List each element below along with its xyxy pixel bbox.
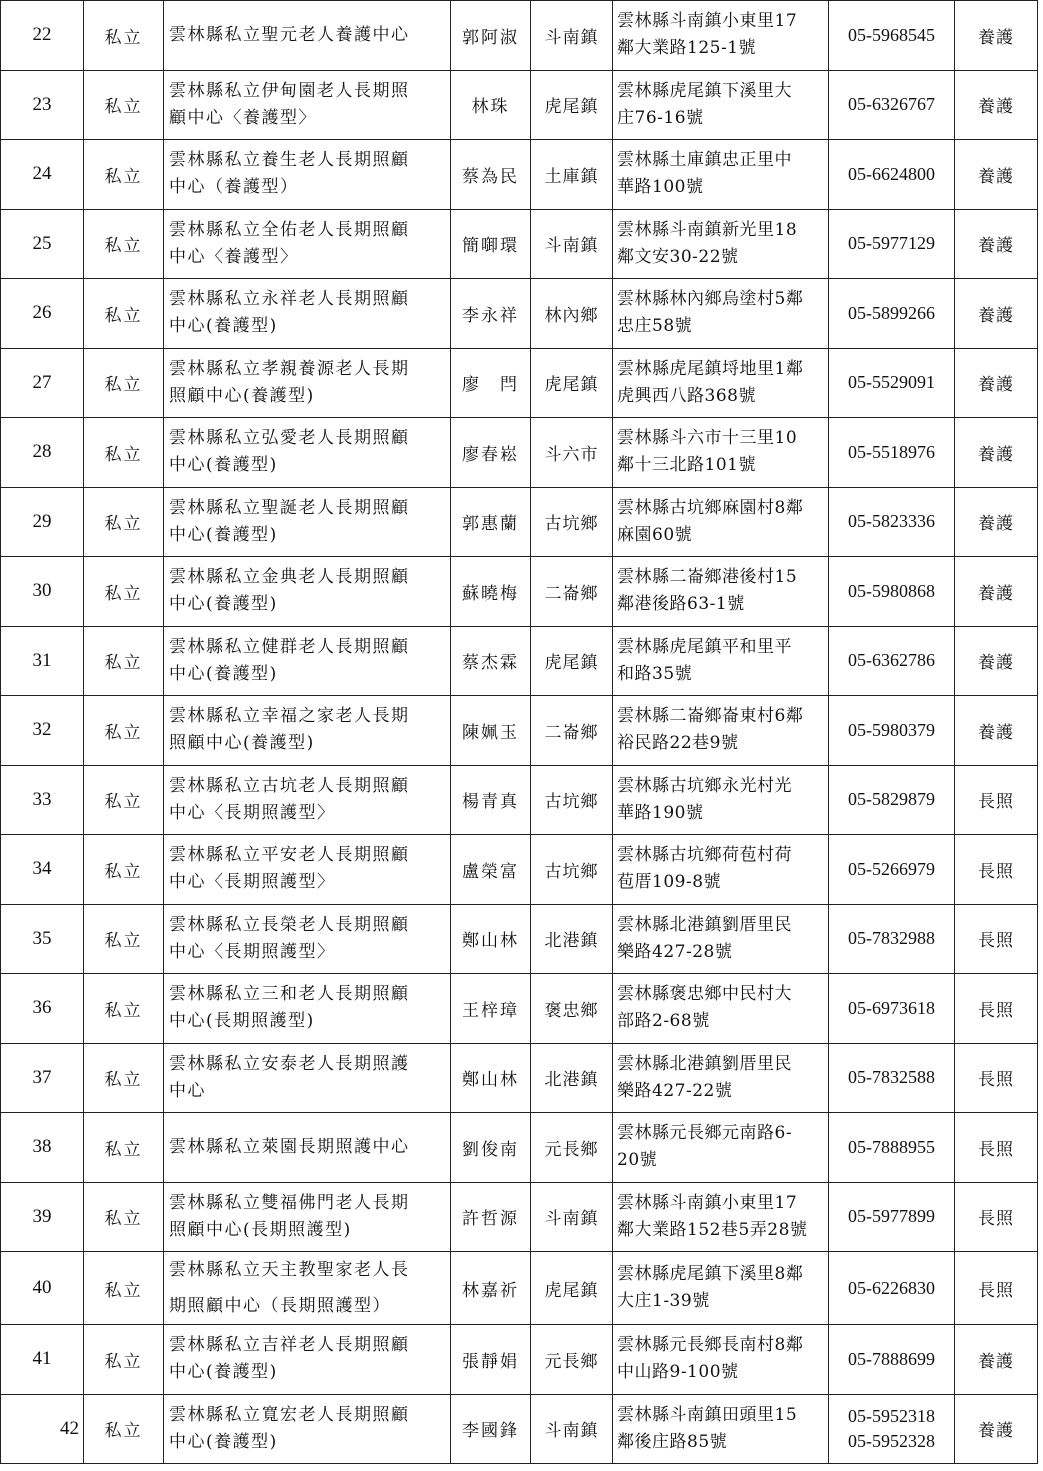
row-number: 36 bbox=[1, 974, 84, 1044]
phone-number-line: 05-5829879 bbox=[848, 789, 935, 810]
row-number: 40 bbox=[1, 1252, 84, 1325]
address-line: 雲林縣古坑鄉永光村光 bbox=[617, 775, 792, 796]
person-in-charge: 李國鋒 bbox=[451, 1394, 531, 1464]
person-in-charge: 鄭山林 bbox=[451, 904, 531, 974]
ownership-type: 私立 bbox=[84, 1182, 164, 1252]
ownership-type: 私立 bbox=[84, 1043, 164, 1113]
row-number: 29 bbox=[1, 487, 84, 557]
address-line: 雲林縣二崙鄉崙東村6鄰 bbox=[617, 706, 804, 727]
facility-name-line: 雲林縣私立伊甸園老人長期照 bbox=[169, 80, 410, 101]
table-row bbox=[1, 835, 1038, 905]
care-category: 養護 bbox=[955, 1394, 1038, 1464]
person-in-charge: 蘇曉梅 bbox=[451, 557, 531, 627]
phone-number bbox=[829, 279, 955, 349]
address-line: 裕民路22巷9號 bbox=[617, 733, 739, 754]
facility-name-line: 中心〈養護型〉 bbox=[169, 246, 299, 267]
row-number: 25 bbox=[1, 209, 84, 279]
facility-name-line: 雲林縣私立聖元老人養護中心 bbox=[169, 24, 410, 45]
phone-number-line: 05-5952318 bbox=[848, 1405, 935, 1426]
table-row bbox=[1, 1043, 1038, 1113]
phone-number bbox=[829, 209, 955, 279]
ownership-type: 私立 bbox=[84, 626, 164, 696]
address bbox=[613, 348, 829, 418]
care-category: 養護 bbox=[955, 626, 1038, 696]
township: 土庫鎮 bbox=[531, 140, 613, 210]
phone-number bbox=[829, 1043, 955, 1113]
facility-name-line: 雲林縣私立聖誕老人長期照顧 bbox=[169, 497, 410, 518]
facility-name bbox=[164, 904, 451, 974]
row-number: 27 bbox=[1, 348, 84, 418]
phone-number-line: 05-5968545 bbox=[848, 24, 935, 45]
township: 褒忠鄉 bbox=[531, 974, 613, 1044]
care-category: 長照 bbox=[955, 974, 1038, 1044]
table-row bbox=[1, 1113, 1038, 1183]
ownership-type: 私立 bbox=[84, 1, 164, 71]
address bbox=[613, 696, 829, 766]
address-line: 雲林縣斗南鎮新光里18 bbox=[617, 219, 798, 240]
address-line: 雲林縣虎尾鎮平和里平 bbox=[617, 636, 792, 657]
facility-name-line: 雲林縣私立幸福之家老人長期 bbox=[169, 706, 410, 727]
address-line: 鄰後庄路85號 bbox=[617, 1431, 728, 1452]
address-line: 樂路427-22號 bbox=[617, 1080, 733, 1101]
phone-number bbox=[829, 140, 955, 210]
address-line: 雲林縣北港鎮劉厝里民 bbox=[617, 914, 792, 935]
person-in-charge: 王梓璋 bbox=[451, 974, 531, 1044]
facility-name bbox=[164, 1252, 451, 1325]
facility-name bbox=[164, 279, 451, 349]
person-in-charge: 廖春崧 bbox=[451, 418, 531, 488]
care-category: 長照 bbox=[955, 1043, 1038, 1113]
phone-number-line: 05-6624800 bbox=[848, 163, 935, 184]
row-number: 26 bbox=[1, 279, 84, 349]
phone-number-line: 05-5529091 bbox=[848, 372, 935, 393]
table-row bbox=[1, 348, 1038, 418]
facility-name-line: 雲林縣私立永祥老人長期照顧 bbox=[169, 289, 410, 310]
table-row bbox=[1, 279, 1038, 349]
person-in-charge: 劉俊南 bbox=[451, 1113, 531, 1183]
address bbox=[613, 557, 829, 627]
facility-name-line: 中心(養護型) bbox=[169, 524, 278, 545]
table-row bbox=[1, 696, 1038, 766]
care-category: 養護 bbox=[955, 557, 1038, 627]
person-in-charge: 林珠 bbox=[451, 70, 531, 140]
address bbox=[613, 487, 829, 557]
address-line: 雲林縣林內鄉烏塗村5鄰 bbox=[617, 289, 804, 310]
address-line: 華路190號 bbox=[617, 802, 704, 823]
facility-name-line: 中心〈長期照護型〉 bbox=[169, 802, 336, 823]
address-line: 雲林縣二崙鄉港後村15 bbox=[617, 567, 798, 588]
township: 林內鄉 bbox=[531, 279, 613, 349]
facility-name bbox=[164, 140, 451, 210]
address bbox=[613, 1113, 829, 1183]
ownership-type: 私立 bbox=[84, 1394, 164, 1464]
facility-name-line: 照顧中心(長期照護型) bbox=[169, 1219, 352, 1240]
facility-name-line: 雲林縣私立古坑老人長期照顧 bbox=[169, 775, 410, 796]
facility-name-line: 照顧中心(養護型) bbox=[169, 733, 315, 754]
township: 斗南鎮 bbox=[531, 209, 613, 279]
facility-name bbox=[164, 1, 451, 71]
address bbox=[613, 626, 829, 696]
facility-name-line: 雲林縣私立全佑老人長期照顧 bbox=[169, 219, 410, 240]
address-line: 鄰十三北路101號 bbox=[617, 455, 756, 476]
facility-name-line: 顧中心〈養護型〉 bbox=[169, 107, 317, 128]
person-in-charge: 廖 閂 bbox=[451, 348, 531, 418]
facility-name-line: 雲林縣私立養生老人長期照顧 bbox=[169, 150, 410, 171]
row-number: 24 bbox=[1, 140, 84, 210]
facility-name-line: 中心 bbox=[169, 1080, 206, 1101]
phone-number bbox=[829, 835, 955, 905]
phone-number-line: 05-5899266 bbox=[848, 302, 935, 323]
table-row bbox=[1, 487, 1038, 557]
address-line: 麻園60號 bbox=[617, 524, 693, 545]
address-line: 雲林縣褒忠鄉中民村大 bbox=[617, 984, 792, 1005]
phone-number bbox=[829, 348, 955, 418]
facility-name-line: 雲林縣私立寬宏老人長期照顧 bbox=[169, 1404, 410, 1425]
address bbox=[613, 765, 829, 835]
care-category: 養護 bbox=[955, 140, 1038, 210]
ownership-type: 私立 bbox=[84, 140, 164, 210]
phone-number-line: 05-6226830 bbox=[848, 1277, 935, 1298]
address-line: 雲林縣虎尾鎮下溪里8鄰 bbox=[617, 1264, 804, 1284]
address-line: 20號 bbox=[617, 1150, 658, 1171]
township: 北港鎮 bbox=[531, 1043, 613, 1113]
table-row bbox=[1, 209, 1038, 279]
ownership-type: 私立 bbox=[84, 487, 164, 557]
care-category: 養護 bbox=[955, 348, 1038, 418]
table-row bbox=[1, 1394, 1038, 1464]
facility-name-line: 雲林縣私立長榮老人長期照顧 bbox=[169, 914, 410, 935]
table-row bbox=[1, 626, 1038, 696]
phone-number-line: 05-5952328 bbox=[848, 1430, 935, 1451]
township: 虎尾鎮 bbox=[531, 626, 613, 696]
phone-number-line: 05-7888699 bbox=[848, 1348, 935, 1369]
address-line: 雲林縣虎尾鎮下溪里大 bbox=[617, 80, 792, 101]
phone-number-line: 05-7832988 bbox=[848, 928, 935, 949]
facility-name-line: 中心(養護型) bbox=[169, 455, 278, 476]
table-row bbox=[1, 1325, 1038, 1395]
facility-name-line: 中心(長期照護型) bbox=[169, 1011, 315, 1032]
ownership-type: 私立 bbox=[84, 765, 164, 835]
phone-number bbox=[829, 1182, 955, 1252]
phone-number bbox=[829, 1113, 955, 1183]
care-category: 長照 bbox=[955, 1182, 1038, 1252]
facility-name-line: 雲林縣私立弘愛老人長期照顧 bbox=[169, 428, 410, 449]
person-in-charge: 陳姵玉 bbox=[451, 696, 531, 766]
facility-name bbox=[164, 835, 451, 905]
row-number: 30 bbox=[1, 557, 84, 627]
township: 二崙鄉 bbox=[531, 696, 613, 766]
facility-name-line: 中心(養護型) bbox=[169, 663, 278, 684]
address-line: 樂路427-28號 bbox=[617, 941, 733, 962]
phone-number-line: 05-7832588 bbox=[848, 1067, 935, 1088]
row-number: 35 bbox=[1, 904, 84, 974]
address-line: 雲林縣斗六市十三里10 bbox=[617, 428, 798, 449]
township: 古坑鄉 bbox=[531, 765, 613, 835]
table-row bbox=[1, 974, 1038, 1044]
address bbox=[613, 904, 829, 974]
address bbox=[613, 209, 829, 279]
phone-number bbox=[829, 974, 955, 1044]
address-line: 庄76-16號 bbox=[617, 107, 704, 128]
row-number: 42 bbox=[1, 1394, 84, 1464]
ownership-type: 私立 bbox=[84, 348, 164, 418]
person-in-charge: 楊青真 bbox=[451, 765, 531, 835]
care-category: 養護 bbox=[955, 209, 1038, 279]
address bbox=[613, 1252, 829, 1325]
row-number: 32 bbox=[1, 696, 84, 766]
address bbox=[613, 835, 829, 905]
facility-name bbox=[164, 418, 451, 488]
facility-name-line: 雲林縣私立孝親養源老人長期 bbox=[169, 358, 410, 379]
facility-name-line: 雲林縣私立金典老人長期照顧 bbox=[169, 567, 410, 588]
ownership-type: 私立 bbox=[84, 904, 164, 974]
care-category: 養護 bbox=[955, 1325, 1038, 1395]
ownership-type: 私立 bbox=[84, 418, 164, 488]
care-category: 長照 bbox=[955, 1113, 1038, 1183]
phone-number bbox=[829, 696, 955, 766]
phone-number bbox=[829, 487, 955, 557]
person-in-charge: 盧榮富 bbox=[451, 835, 531, 905]
township: 古坑鄉 bbox=[531, 835, 613, 905]
township: 虎尾鎮 bbox=[531, 70, 613, 140]
phone-number bbox=[829, 904, 955, 974]
phone-number-line: 05-5980868 bbox=[848, 580, 935, 601]
row-number: 39 bbox=[1, 1182, 84, 1252]
phone-number-line: 05-5823336 bbox=[848, 511, 935, 532]
person-in-charge: 郭阿淑 bbox=[451, 1, 531, 71]
address-line: 雲林縣斗南鎮小東里17 bbox=[617, 11, 798, 32]
facility-name-line: 雲林縣私立三和老人長期照顧 bbox=[169, 984, 410, 1005]
address bbox=[613, 140, 829, 210]
facility-name bbox=[164, 209, 451, 279]
phone-number-line: 05-6362786 bbox=[848, 650, 935, 671]
phone-number-line: 05-5977899 bbox=[848, 1206, 935, 1227]
address-line: 鄰港後路63-1號 bbox=[617, 594, 745, 615]
facility-name-line: 雲林縣私立吉祥老人長期照顧 bbox=[169, 1335, 410, 1356]
address bbox=[613, 279, 829, 349]
phone-number bbox=[829, 70, 955, 140]
facility-name-line: 雲林縣私立天主教聖家老人長 bbox=[169, 1260, 410, 1280]
address bbox=[613, 1394, 829, 1464]
ownership-type: 私立 bbox=[84, 557, 164, 627]
phone-number-line: 05-5977129 bbox=[848, 233, 935, 254]
facility-name bbox=[164, 487, 451, 557]
facility-name-line: 期照顧中心（長期照護型） bbox=[169, 1296, 391, 1316]
address bbox=[613, 974, 829, 1044]
phone-number-line: 05-6973618 bbox=[848, 997, 935, 1018]
phone-number bbox=[829, 418, 955, 488]
address-line: 鄰文安30-22號 bbox=[617, 246, 739, 267]
address-line: 鄰大業路125-1號 bbox=[617, 38, 757, 59]
row-number: 38 bbox=[1, 1113, 84, 1183]
person-in-charge: 蔡為民 bbox=[451, 140, 531, 210]
address-line: 部路2-68號 bbox=[617, 1011, 710, 1032]
address bbox=[613, 418, 829, 488]
facility-name-line: 中心(養護型) bbox=[169, 1431, 278, 1452]
facility-name bbox=[164, 1043, 451, 1113]
facility-name-line: 照顧中心(養護型) bbox=[169, 385, 315, 406]
ownership-type: 私立 bbox=[84, 279, 164, 349]
address-line: 雲林縣古坑鄉荷苞村荷 bbox=[617, 845, 792, 866]
phone-number-line: 05-7888955 bbox=[848, 1136, 935, 1157]
address-line: 雲林縣北港鎮劉厝里民 bbox=[617, 1053, 792, 1074]
table-row bbox=[1, 140, 1038, 210]
facility-name-line: 雲林縣私立萊園長期照護中心 bbox=[169, 1136, 410, 1157]
address-line: 雲林縣斗南鎮小東里17 bbox=[617, 1192, 798, 1213]
table-row bbox=[1, 70, 1038, 140]
ownership-type: 私立 bbox=[84, 835, 164, 905]
township: 二崙鄉 bbox=[531, 557, 613, 627]
row-number: 33 bbox=[1, 765, 84, 835]
township: 斗南鎮 bbox=[531, 1394, 613, 1464]
address bbox=[613, 70, 829, 140]
address-line: 華路100號 bbox=[617, 177, 704, 198]
row-number: 37 bbox=[1, 1043, 84, 1113]
address bbox=[613, 1043, 829, 1113]
address-line: 中山路9-100號 bbox=[617, 1362, 739, 1383]
facility-name bbox=[164, 348, 451, 418]
facility-name bbox=[164, 1182, 451, 1252]
care-category: 養護 bbox=[955, 418, 1038, 488]
person-in-charge: 許哲源 bbox=[451, 1182, 531, 1252]
facility-name bbox=[164, 626, 451, 696]
facility-name bbox=[164, 765, 451, 835]
row-number: 34 bbox=[1, 835, 84, 905]
phone-number-line: 05-5980379 bbox=[848, 719, 935, 740]
person-in-charge: 蔡杰霖 bbox=[451, 626, 531, 696]
facility-name bbox=[164, 557, 451, 627]
table-row bbox=[1, 765, 1038, 835]
facility-name-line: 中心（養護型） bbox=[169, 177, 299, 198]
phone-number bbox=[829, 1252, 955, 1325]
care-category: 長照 bbox=[955, 765, 1038, 835]
phone-number bbox=[829, 626, 955, 696]
phone-number-line: 05-6326767 bbox=[848, 94, 935, 115]
table-row bbox=[1, 1182, 1038, 1252]
table-row bbox=[1, 904, 1038, 974]
table-row bbox=[1, 418, 1038, 488]
care-category: 養護 bbox=[955, 70, 1038, 140]
phone-number bbox=[829, 557, 955, 627]
row-number: 22 bbox=[1, 1, 84, 71]
township: 虎尾鎮 bbox=[531, 348, 613, 418]
ownership-type: 私立 bbox=[84, 1113, 164, 1183]
care-category: 養護 bbox=[955, 1, 1038, 71]
facility-name-line: 中心(養護型) bbox=[169, 1362, 278, 1383]
facility-name-line: 雲林縣私立安泰老人長期照護 bbox=[169, 1053, 410, 1074]
address-line: 鄰大業路152巷5弄28號 bbox=[617, 1219, 808, 1240]
facility-table-body bbox=[1, 1, 1038, 1464]
ownership-type: 私立 bbox=[84, 974, 164, 1044]
table-row bbox=[1, 1252, 1038, 1325]
facility-name-line: 中心〈長期照護型〉 bbox=[169, 941, 336, 962]
row-number: 28 bbox=[1, 418, 84, 488]
person-in-charge: 簡啣環 bbox=[451, 209, 531, 279]
address-line: 雲林縣虎尾鎮埒地里1鄰 bbox=[617, 358, 804, 379]
address-line: 忠庄58號 bbox=[617, 316, 693, 337]
phone-number bbox=[829, 1325, 955, 1395]
facility-name-line: 雲林縣私立雙福佛門老人長期 bbox=[169, 1192, 410, 1213]
facility-name-line: 中心〈長期照護型〉 bbox=[169, 872, 336, 893]
township: 元長鄉 bbox=[531, 1113, 613, 1183]
address bbox=[613, 1182, 829, 1252]
facility-name bbox=[164, 70, 451, 140]
township: 元長鄉 bbox=[531, 1325, 613, 1395]
township: 古坑鄉 bbox=[531, 487, 613, 557]
care-category: 長照 bbox=[955, 835, 1038, 905]
address-line: 雲林縣斗南鎮田頭里15 bbox=[617, 1404, 798, 1425]
phone-number-line: 05-5518976 bbox=[848, 441, 935, 462]
person-in-charge: 鄭山林 bbox=[451, 1043, 531, 1113]
township: 北港鎮 bbox=[531, 904, 613, 974]
table-row bbox=[1, 557, 1038, 627]
address-line: 雲林縣土庫鎮忠正里中 bbox=[617, 150, 792, 171]
address bbox=[613, 1325, 829, 1395]
address-line: 雲林縣古坑鄉麻園村8鄰 bbox=[617, 497, 804, 518]
ownership-type: 私立 bbox=[84, 70, 164, 140]
address-line: 苞厝109-8號 bbox=[617, 872, 722, 893]
row-number: 41 bbox=[1, 1325, 84, 1395]
ownership-type: 私立 bbox=[84, 1325, 164, 1395]
phone-number-line: 05-5266979 bbox=[848, 858, 935, 879]
address-line: 和路35號 bbox=[617, 663, 693, 684]
person-in-charge: 林嘉祈 bbox=[451, 1252, 531, 1325]
phone-number bbox=[829, 1, 955, 71]
facility-name bbox=[164, 1113, 451, 1183]
ownership-type: 私立 bbox=[84, 209, 164, 279]
person-in-charge: 張靜娟 bbox=[451, 1325, 531, 1395]
ownership-type: 私立 bbox=[84, 1252, 164, 1325]
address-line: 雲林縣元長鄉元南路6- bbox=[617, 1123, 793, 1144]
facility-name bbox=[164, 1394, 451, 1464]
facility-name-line: 雲林縣私立健群老人長期照顧 bbox=[169, 636, 410, 657]
care-category: 養護 bbox=[955, 696, 1038, 766]
address-line: 大庄1-39號 bbox=[617, 1291, 710, 1311]
facility-name-line: 雲林縣私立平安老人長期照顧 bbox=[169, 845, 410, 866]
row-number: 31 bbox=[1, 626, 84, 696]
township: 斗六市 bbox=[531, 418, 613, 488]
person-in-charge: 李永祥 bbox=[451, 279, 531, 349]
person-in-charge: 郭惠蘭 bbox=[451, 487, 531, 557]
facility-name bbox=[164, 974, 451, 1044]
care-category: 長照 bbox=[955, 904, 1038, 974]
township: 虎尾鎮 bbox=[531, 1252, 613, 1325]
facility-name-line: 中心(養護型) bbox=[169, 316, 278, 337]
address-line: 虎興西八路368號 bbox=[617, 385, 756, 406]
address-line: 雲林縣元長鄉長南村8鄰 bbox=[617, 1335, 804, 1356]
facility-name-line: 中心(養護型) bbox=[169, 594, 278, 615]
township: 斗南鎮 bbox=[531, 1, 613, 71]
ownership-type: 私立 bbox=[84, 696, 164, 766]
care-category: 長照 bbox=[955, 1252, 1038, 1325]
row-number: 23 bbox=[1, 70, 84, 140]
care-category: 養護 bbox=[955, 487, 1038, 557]
facility-name bbox=[164, 1325, 451, 1395]
facility-name bbox=[164, 696, 451, 766]
phone-number bbox=[829, 765, 955, 835]
address bbox=[613, 1, 829, 71]
table-row bbox=[1, 1, 1038, 71]
township: 斗南鎮 bbox=[531, 1182, 613, 1252]
care-category: 養護 bbox=[955, 279, 1038, 349]
phone-number bbox=[829, 1394, 955, 1464]
